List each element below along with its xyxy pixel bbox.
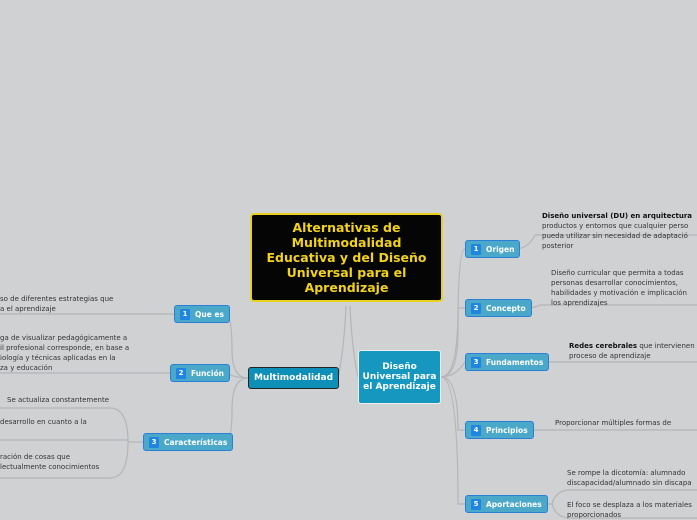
number-icon: 3 <box>471 357 481 368</box>
que-es-text: so de diferentes estrategias que a el aprendizaje <box>0 295 114 313</box>
funcion-text: ga de visualizar pedagógicamente a il profesional corresponde, en base a iología y técnicas aplicadas en la za y educación <box>0 334 130 372</box>
subtopic-concepto[interactable] <box>465 299 532 317</box>
caracteristica-item: ración de cosas que lectualmente conocimientos <box>0 453 100 471</box>
origen-text: Diseño universal (DU) en arquitectura productos y entornos que cualquier perso pueda utilizar sin necesidad de adaptació posterior <box>542 212 693 250</box>
fundamentos-text: Redes cerebrales que intervienen proceso de aprendizaje <box>569 342 695 360</box>
number-icon: 2 <box>176 368 186 379</box>
subtopic-principios[interactable] <box>465 421 534 439</box>
subtopic-label: Principios <box>486 425 528 435</box>
topic-label: Multimodalidad <box>253 373 334 383</box>
subtopic-label: Aportaciones <box>486 499 542 509</box>
subtopic-label: Que es <box>195 309 224 319</box>
subtopic-label: Fundamentos <box>486 357 544 367</box>
principios-text: Proporcionar múltiples formas de <box>555 419 672 427</box>
subtopic-fundamentos[interactable] <box>465 353 549 371</box>
subtopic-caracteristicas[interactable] <box>143 433 233 451</box>
concepto-text: Diseño curricular que permita a todas personas desarrollar conocimientos, habilidades y motivación e implicación los aprendizajes <box>551 269 687 307</box>
number-icon: 5 <box>471 499 481 510</box>
aportacion-item: Se rompe la dicotomía: alumnado discapacidad/alumnado sin discapa <box>567 469 692 487</box>
main-topic-multimodalidad[interactable] <box>248 367 339 389</box>
number-icon: 3 <box>149 437 159 448</box>
main-topic-diseno-universal[interactable] <box>358 350 441 404</box>
subtopic-label: Concepto <box>486 303 526 313</box>
topic-label: Diseño Universal para el Aprendizaje <box>362 362 437 392</box>
subtopic-label: Origen <box>486 244 515 254</box>
subtopic-origen[interactable] <box>465 240 520 258</box>
subtopic-label: Función <box>191 368 224 378</box>
central-title: Alternativas de Multimodalidad Educativa y del Diseño Universal para el Aprendizaje <box>266 220 427 295</box>
subtopic-funcion[interactable] <box>170 364 230 382</box>
number-icon: 4 <box>471 425 481 436</box>
central-topic[interactable] <box>250 213 443 302</box>
aportacion-item: El foco se desplaza a los materiales proporcionados <box>567 501 692 519</box>
number-icon: 1 <box>471 244 481 255</box>
number-icon: 1 <box>180 309 190 320</box>
subtopic-label: Características <box>164 437 228 447</box>
number-icon: 2 <box>471 303 481 314</box>
caracteristica-item: Se actualiza constantemente <box>7 396 110 404</box>
subtopic-que-es[interactable] <box>174 305 230 323</box>
caracteristica-item: desarrollo en cuanto a la <box>0 418 87 426</box>
subtopic-aportaciones[interactable] <box>465 495 548 513</box>
